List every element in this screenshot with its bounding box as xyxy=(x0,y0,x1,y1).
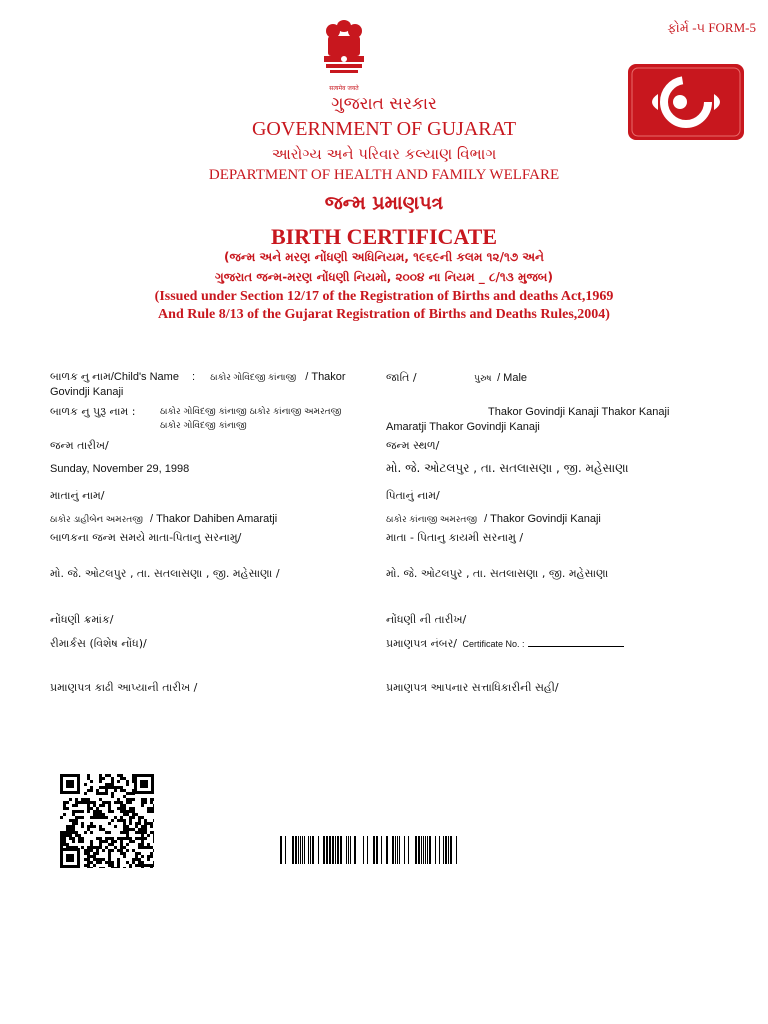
full-name-en-2: Amaratji Thakor Govindji Kanaji xyxy=(386,421,540,433)
mother-en: / Thakor Dahiben Amaratji xyxy=(149,513,278,525)
addr-birth-value: મો. જે. ઓટલપુર , તા. સતલાસણા , જી. મહેસાણા / xyxy=(50,567,280,580)
dob-value: Sunday, November 29, 1998 xyxy=(50,463,190,475)
father-en: / Thakor Govindji Kanaji xyxy=(484,513,601,525)
act-text-gu-2: ગુજરાત જન્મ-મરણ નોંધણી નિયમો, ૨૦૦૪ ના નિયમ _ ૮/૧૩ મુજબ) xyxy=(215,270,553,284)
child-name-gu: ઠાકોર ગોવિંદજી કાંનાજી xyxy=(210,372,297,382)
signature-label: પ્રમાણપત્ર આપનાર સત્તાધિકારીની સહી/ xyxy=(386,681,559,694)
gender-gu: પુરુષ xyxy=(474,374,492,384)
pob-value: મો. જે. ઓટલપુર , તા. સતલાસણા , જી. મહેસાણા xyxy=(386,461,629,475)
mother-label: માતાનું નામ/ xyxy=(50,489,105,502)
act-text-en-1: (Issued under Section 12/17 of the Registration of Births and deaths Act,1969 xyxy=(154,289,614,304)
cert-no-row xyxy=(386,636,624,652)
ashoka-emblem-icon xyxy=(316,18,372,90)
full-name-gu-2: ઠાકોર ગોવિંદજી કાંનાજી xyxy=(160,421,247,431)
cert-title-en: BIRTH CERTIFICATE xyxy=(270,224,498,249)
addr-birth-label: બાળકના જન્મ સમયે માતા-પિતાનુ સરનામુ/ xyxy=(50,531,242,544)
mother-gu: ઠાકોર ડાહીબેન અમરતજી xyxy=(50,514,143,524)
reg-no-label: નોંધણી ક્રમાંક/ xyxy=(50,613,114,626)
barcode xyxy=(280,836,460,864)
father-label: પિતાનું નામ/ xyxy=(386,489,440,502)
remarks-label: રીમાર્કસ (વિશેષ નોંધ)/ xyxy=(50,637,147,650)
cert-no-line xyxy=(528,636,624,647)
reg-date-label: નોંધણી ની તારીખ/ xyxy=(386,613,467,626)
addr-perm-label: માતા - પિતાનુ કાયમી સરનામુ / xyxy=(386,531,524,544)
form-label: ફોર્મ -૫ FORM-5 xyxy=(667,20,756,35)
mother-row xyxy=(50,512,277,527)
cert-title-gu: જન્મ પ્રમાણપત્ર xyxy=(324,192,444,214)
dob-label: જન્મ તારીખ/ xyxy=(50,439,109,452)
father-gu: ઠાકોર કાંનાજી અમરતજી xyxy=(386,514,477,524)
full-name-gu-1: ઠાકોર ગોવિંદજી કાંનાજી ઠાકોર કાંનાજી અમરતજી xyxy=(160,407,342,417)
gender-row xyxy=(386,370,527,387)
act-text-en-2: And Rule 8/13 of the Gujarat Registration of Births and Deaths Rules,2004) xyxy=(158,307,610,322)
full-name-en-1: Thakor Govindji Kanaji Thakor Kanaji xyxy=(488,406,670,418)
act-text-gu-1: (જન્મ અને મરણ નોંધણી અધિનિયમ, ૧૯૬૯ની કલમ ૧૨/૧૭ અને xyxy=(224,250,544,264)
child-name-en-1: / Thakor xyxy=(305,371,346,383)
child-name-en-2: Govindji Kanaji xyxy=(50,386,124,398)
dept-title-gu: આરોગ્ય અને પરિવાર કલ્યાણ વિભાગ xyxy=(271,145,497,163)
child-name-row xyxy=(50,370,346,385)
cert-no-label-gu: પ્રમાણપત્ર નંબર/ xyxy=(386,637,458,650)
gender-en: / Male xyxy=(497,372,528,384)
child-name-sep: : xyxy=(192,371,196,383)
gov-title-en: GOVERNMENT OF GUJARAT xyxy=(251,118,517,140)
pob-label: જન્મ સ્થળ/ xyxy=(386,439,440,452)
gov-title-gu: ગુજરાત સરકાર xyxy=(331,94,437,114)
issue-date-label: પ્રમાણપત્ર કાઢી આપ્યાની તારીખ / xyxy=(50,681,198,694)
full-name-label: બાળક નુ પુરૂ નામ : xyxy=(50,405,136,418)
emblem-motto: सत्यमेव जयते xyxy=(329,85,359,92)
dept-title-en: DEPARTMENT OF HEALTH AND FAMILY WELFARE xyxy=(208,167,560,183)
qr-code xyxy=(60,774,154,868)
addr-perm-value: મો. જે. ઓટલપુર , તા. સતલાસણા , જી. મહેસાણા xyxy=(386,567,609,580)
cert-no-label-en: Certificate No. : xyxy=(462,639,525,649)
child-name-label: બાળક નુ નામ/Child's Name xyxy=(50,371,179,383)
father-row xyxy=(386,512,601,527)
gender-label: જાતિ / xyxy=(386,371,417,384)
